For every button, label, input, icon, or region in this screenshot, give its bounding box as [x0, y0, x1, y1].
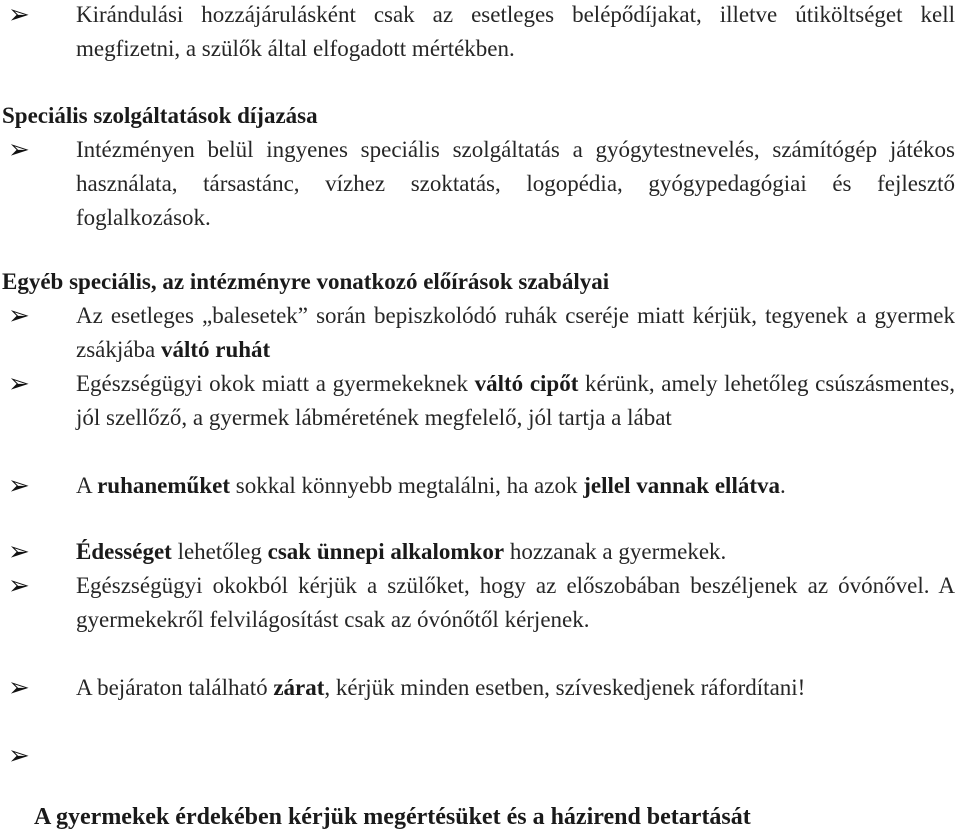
- heading-special-services: Speciális szolgáltatások díjazása: [2, 103, 318, 128]
- arrow-bullet-icon: ➢: [8, 537, 30, 567]
- bullet-item-excursion: [0, 0, 955, 66]
- arrow-bullet-icon: ➢: [8, 471, 30, 501]
- arrow-bullet-icon: ➢: [8, 673, 30, 703]
- bullet-item-shoes: [0, 367, 955, 435]
- bullet-item-clothes: [0, 469, 955, 503]
- bold-holidays-only: csak ünnepi alkalomkor: [267, 539, 505, 564]
- bold-labelled: jellel vannak ellátva: [583, 473, 780, 498]
- bullet-item-health: [0, 569, 955, 637]
- heading-other-rules: Egyéb speciális, az intézményre vonatkozó előírások szabályai: [2, 269, 610, 294]
- bold-spare-shoes: váltó cipőt: [474, 371, 579, 396]
- arrow-bullet-icon: ➢: [8, 301, 30, 331]
- arrow-bullet-icon: ➢: [8, 571, 30, 601]
- bold-sweets: Édességet: [76, 539, 172, 564]
- bold-lock: zárat: [273, 675, 325, 700]
- bullet-item-accidents: [0, 299, 955, 367]
- bullet-text-lock: A bejáraton található zárat, kérjük minden esetben, szíveskedjenek ráfordítani!: [76, 675, 806, 700]
- bullet-item-lock: [0, 671, 955, 705]
- arrow-bullet-icon: ➢: [8, 0, 30, 30]
- bullet-text-accidents: Az esetleges „balesetek” során bepiszkolódó ruhák cseréje miatt kérjük, tegyenek a gyermek zsákjába váltó ruhát: [76, 303, 955, 362]
- arrow-bullet-icon: ➢: [8, 135, 30, 165]
- bullet-text-health: Egészségügyi okokból kérjük a szülőket, hogy az előszobában beszéljenek az óvónővel. A gyermekekről felvilágosítást csak az óvónőtől kérjenek.: [76, 573, 955, 632]
- bullet-text-clothes: A ruhaneműket sokkal könnyebb megtalálni, ha azok jellel vannak ellátva.: [76, 473, 786, 498]
- bullet-text-sweets: Édességet lehetőleg csak ünnepi alkalomkor hozzanak a gyermekek.: [76, 539, 727, 564]
- bold-spare-clothes: váltó ruhát: [160, 337, 271, 362]
- bold-clothing: ruhaneműket: [97, 473, 230, 498]
- bullet-text-excursion: Kirándulási hozzájárulásként csak az esetleges belépődíjakat, illetve útiköltséget kell megfizetni, a szülők által elfogadott mértékben.: [76, 2, 955, 61]
- bullet-text-shoes: Egészségügyi okok miatt a gyermekeknek váltó cipőt kérünk, amely lehetőleg csúszásmentes, jól szellőző, a gyermek lábméretének megfelelő, jól tartja a lábat: [76, 371, 955, 430]
- bullet-item-special-services: [0, 133, 955, 235]
- closing-statement: A gyermekek érdekében kérjük megértésüket és a házirend betartását: [34, 804, 751, 830]
- bullet-item-empty: [0, 739, 955, 773]
- bullet-text-special-services: Intézményen belül ingyenes speciális szolgáltatás a gyógytestnevelés, számítógép játékos használata, társastánc, vízhez szoktatás, logopédia, gyógypedagógiai és fejlesztő foglalkozások.: [76, 137, 955, 230]
- bullet-item-sweets: [0, 535, 955, 569]
- arrow-bullet-icon: ➢: [8, 369, 30, 399]
- arrow-bullet-icon: ➢: [8, 741, 30, 771]
